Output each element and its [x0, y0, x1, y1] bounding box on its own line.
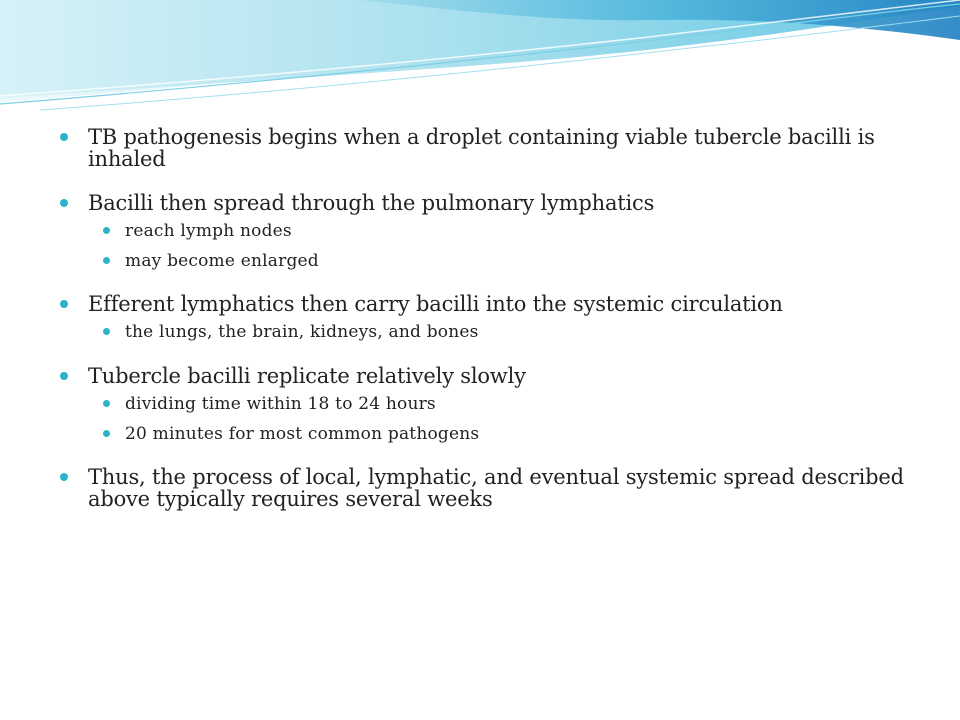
- bullet-group: [60, 126, 920, 170]
- bullet-dot-icon: [60, 372, 68, 380]
- bullet-text: Thus, the process of local, lymphatic, and eventual systemic spread described above typically requires several weeks: [88, 465, 904, 511]
- bullet-item: [60, 192, 920, 214]
- bullet-item: [60, 466, 920, 510]
- sub-bullet-text: dividing time within 18 to 24 hours: [125, 394, 436, 414]
- sub-bullet-item: [60, 424, 920, 444]
- bullet-text: Tubercle bacilli replicate relatively slowly: [88, 364, 526, 388]
- bullet-item: [60, 365, 920, 387]
- sub-bullet-text: the lungs, the brain, kidneys, and bones: [125, 322, 479, 342]
- bullet-item: [60, 126, 920, 170]
- sub-bullet-item: [60, 394, 920, 414]
- sub-bullet-list: [60, 322, 920, 342]
- bullet-dot-icon: [60, 300, 68, 308]
- bullet-dot-icon: [60, 133, 68, 141]
- bullet-group: [60, 293, 920, 342]
- sub-bullet-item: [60, 221, 920, 241]
- sub-bullet-list: [60, 221, 920, 271]
- sub-bullet-text: reach lymph nodes: [125, 221, 292, 241]
- bullet-text: TB pathogenesis begins when a droplet containing viable tubercle bacilli is inhaled: [88, 125, 875, 171]
- bullet-text: Efferent lymphatics then carry bacilli into the systemic circulation: [88, 292, 783, 316]
- bullet-text: Bacilli then spread through the pulmonary lymphatics: [88, 191, 655, 215]
- sub-bullet-text: may become enlarged: [125, 251, 319, 271]
- bullet-list: [60, 126, 920, 532]
- bullet-group: [60, 466, 920, 510]
- sub-bullet-item: [60, 322, 920, 342]
- sub-bullet-dot-icon: [103, 227, 110, 234]
- sub-bullet-item: [60, 251, 920, 271]
- bullet-group: [60, 365, 920, 444]
- sub-bullet-dot-icon: [103, 400, 110, 407]
- bullet-item: [60, 293, 920, 315]
- bullet-group: [60, 192, 920, 271]
- sub-bullet-dot-icon: [103, 257, 110, 264]
- bullet-dot-icon: [60, 473, 68, 481]
- sub-bullet-dot-icon: [103, 328, 110, 335]
- sub-bullet-text: 20 minutes for most common pathogens: [125, 424, 480, 444]
- sub-bullet-list: [60, 394, 920, 444]
- bullet-dot-icon: [60, 199, 68, 207]
- sub-bullet-dot-icon: [103, 430, 110, 437]
- wave-header-decoration: [0, 0, 960, 120]
